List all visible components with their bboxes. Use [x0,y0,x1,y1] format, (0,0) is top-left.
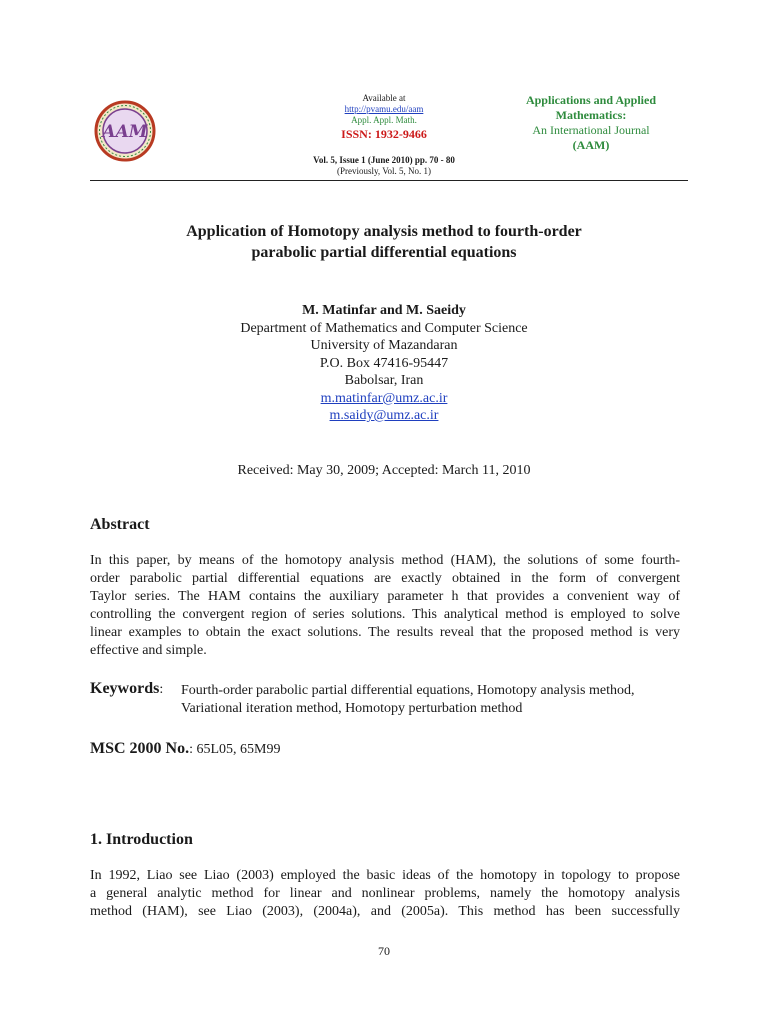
university: University of Mazandaran [310,338,458,353]
journal-availability [250,93,518,141]
po-box: P.O. Box 47416-95447 [319,355,449,371]
journal-name-line1: Applications and Applied [525,93,657,107]
title-line-2: parabolic partial differential equations [251,244,517,261]
abstract-line: controlling the convergent region of series solutions. This analytical method is employed to solve [90,607,680,622]
keywords-label: Keywords [90,680,160,697]
keywords-colon: : [159,682,164,697]
author-block [90,302,678,425]
volume-info [250,155,518,177]
msc-classification [90,739,281,760]
paper-title [90,221,678,263]
logo-lettering: AAM [102,122,148,142]
abstract-line: In this paper, by means of the homotopy analysis method (HAM), the solutions of some fourth- [90,553,680,568]
abstract-line: Taylor series. The HAM contains the auxiliary parameter h that provides a convenient way of [90,589,680,604]
journal-name-line2: Mathematics: [555,108,627,122]
email-link-1[interactable]: m.matinfar@umz.ac.ir [320,390,448,406]
issn: ISSN: 1932-9466 [341,127,427,141]
introduction-line: method (HAM), see Liao (2003), (2004a), and (2005a). This method has been successfully [90,904,680,919]
introduction-line: a general analytic method for linear and nonlinear problems, namely the homotopy analysis [90,886,680,901]
header-divider [90,180,688,181]
journal-abbrev: Appl. Appl. Math. [351,115,417,125]
msc-label: MSC 2000 No. [90,740,190,757]
department: Department of Mathematics and Computer Science [240,320,528,336]
email-link-2[interactable]: m.saidy@umz.ac.ir [329,408,439,423]
received-dates: Received: May 30, 2009; Accepted: March 11, 2010 [237,463,531,478]
keywords-list [181,682,681,718]
journal-logo [94,100,156,162]
author-names: M. Matinfar and M. Saeidy [302,303,466,318]
abstract-line: effective and simple. [90,643,207,658]
msc-codes: 65L05, 65M99 [193,742,281,757]
abstract-body [90,552,680,660]
volume-issue: Vol. 5, Issue 1 (June 2010) pp. 70 - 80 [313,155,455,165]
msc-colon: : [189,742,193,757]
previously-note: (Previously, Vol. 5, No. 1) [336,166,432,176]
introduction-line: In 1992, Liao see Liao (2003) employed the basic ideas of the homotopy in topology to propose [90,868,680,883]
journal-subtitle: An International Journal [532,123,650,137]
available-at-label: Available at [362,93,406,103]
journal-short-name: (AAM) [572,138,610,152]
keywords-line-2: Variational iteration method, Homotopy perturbation method [181,701,523,716]
journal-name-block [493,93,689,153]
title-line-1: Application of Homotopy analysis method to fourth-order [186,223,582,240]
keywords-line-1: Fourth-order parabolic partial differential equations, Homotopy analysis method, [181,683,635,698]
city: Babolsar, Iran [344,373,424,388]
abstract-line: order parabolic partial differential equations are exactly obtained in the form of convergent [90,571,680,586]
page-number: 70 [378,944,390,958]
journal-url-link[interactable]: http://pvamu.edu/aam [344,104,424,114]
abstract-line: linear examples to obtain the exact solutions. The results reveal that the proposed method is very [90,625,680,640]
abstract-heading: Abstract [90,516,150,533]
introduction-heading: 1. Introduction [90,831,193,848]
keywords-label-group [90,679,163,700]
introduction-body [90,867,680,921]
